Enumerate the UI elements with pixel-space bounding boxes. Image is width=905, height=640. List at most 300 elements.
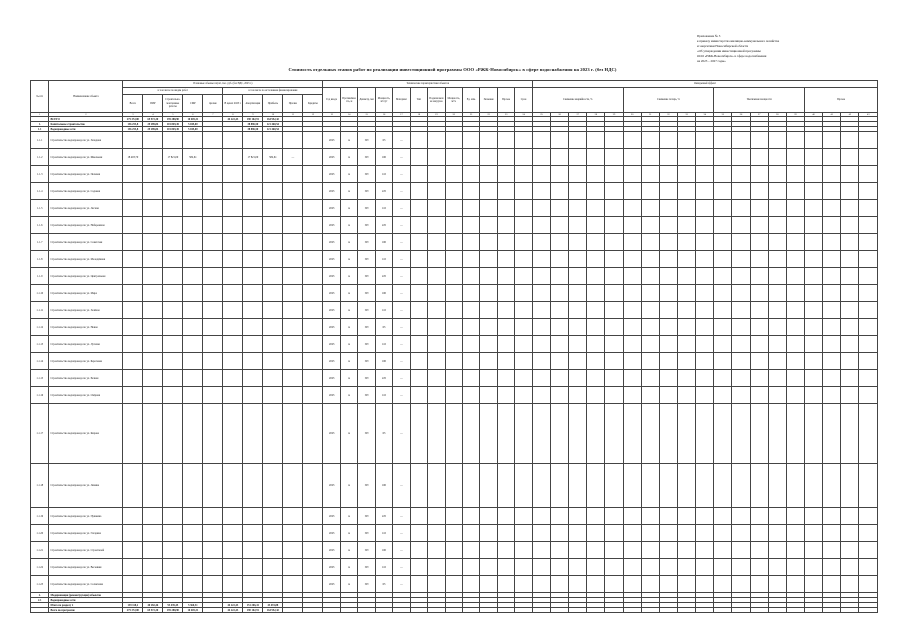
row-value <box>750 525 768 542</box>
row-value <box>445 200 462 217</box>
row-value <box>303 166 323 183</box>
header-cost-col: СМР <box>183 95 203 113</box>
row-value <box>515 319 533 336</box>
row-value <box>123 464 143 508</box>
row-value <box>605 234 623 251</box>
row-value <box>750 370 768 387</box>
row-value <box>263 508 283 525</box>
row-value <box>859 149 878 166</box>
row-value: ПЭ <box>358 525 375 542</box>
row-value <box>515 525 533 542</box>
row-value <box>678 370 696 387</box>
row-value <box>303 542 323 559</box>
row-value: м <box>340 268 357 285</box>
row-value: ПЭ <box>358 302 375 319</box>
row-value <box>768 525 786 542</box>
row-value <box>732 132 750 149</box>
row-value <box>428 285 445 302</box>
row-value <box>587 404 605 464</box>
row-value <box>823 217 841 234</box>
row-value <box>714 217 732 234</box>
row-value <box>445 464 462 508</box>
row-value <box>445 183 462 200</box>
row-value <box>480 200 497 217</box>
row-value: м <box>340 285 357 302</box>
row-value <box>183 319 203 336</box>
row-value <box>410 464 427 508</box>
row-value <box>163 217 183 234</box>
row-value <box>786 268 804 285</box>
row-value <box>283 464 303 508</box>
table-row <box>31 525 878 542</box>
row-value <box>551 285 569 302</box>
row-value <box>841 183 859 200</box>
row-number: 1.1.18 <box>31 464 49 508</box>
row-value: 110 <box>375 251 392 268</box>
row-value <box>203 200 223 217</box>
row-value <box>587 319 605 336</box>
row-value <box>223 166 243 183</box>
row-value <box>163 404 183 464</box>
table-row <box>31 508 878 525</box>
row-value: 43 491,88 <box>263 603 283 608</box>
row-name: ВСЕГО <box>49 117 123 122</box>
header-tech-col: Прочее <box>497 88 514 113</box>
row-value <box>804 285 822 302</box>
row-value <box>515 217 533 234</box>
row-value <box>183 353 203 370</box>
row-value: 69 572,30 <box>143 117 163 122</box>
row-value: 101 849,45 <box>163 127 183 132</box>
header-tech-col: Год ввода <box>323 88 340 113</box>
row-value <box>497 542 514 559</box>
row-value <box>587 132 605 149</box>
column-number: 29 <box>605 113 623 117</box>
row-value <box>263 302 283 319</box>
row-value <box>243 387 263 404</box>
row-value <box>859 559 878 576</box>
row-value <box>678 166 696 183</box>
row-value <box>641 251 659 268</box>
row-value <box>497 183 514 200</box>
row-value <box>303 268 323 285</box>
table-row <box>31 251 878 268</box>
header-cost-col: Кредиты <box>303 95 323 113</box>
row-value <box>497 234 514 251</box>
row-value <box>587 353 605 370</box>
row-value <box>732 608 750 613</box>
row-value <box>732 387 750 404</box>
row-value <box>823 559 841 576</box>
row-value <box>641 336 659 353</box>
row-value <box>462 525 479 542</box>
appendix-line: Приложение № 3 <box>697 34 721 38</box>
row-value <box>445 404 462 464</box>
row-value <box>750 234 768 251</box>
row-value <box>515 464 533 508</box>
row-value <box>515 251 533 268</box>
row-value <box>786 525 804 542</box>
row-value <box>497 525 514 542</box>
row-value <box>462 464 479 508</box>
table-row <box>31 336 878 353</box>
row-value <box>183 268 203 285</box>
row-value <box>263 285 283 302</box>
header-cost-col: В ценах 2023 г. <box>223 95 243 113</box>
row-value <box>623 200 641 217</box>
row-value <box>462 217 479 234</box>
column-number: 34 <box>696 113 714 117</box>
row-value <box>641 319 659 336</box>
row-value <box>587 234 605 251</box>
row-value <box>551 353 569 370</box>
row-value <box>750 336 768 353</box>
row-value <box>659 132 677 149</box>
row-value <box>123 542 143 559</box>
row-value <box>532 464 550 508</box>
row-value <box>732 183 750 200</box>
row-value <box>587 302 605 319</box>
row-value <box>551 268 569 285</box>
row-value <box>532 319 550 336</box>
row-value <box>605 387 623 404</box>
row-value <box>678 353 696 370</box>
row-value <box>143 387 163 404</box>
header-tech-col: Значение <box>480 88 497 113</box>
row-value <box>768 200 786 217</box>
row-value <box>283 508 303 525</box>
table-row <box>31 234 878 251</box>
row-value: 582,61 <box>183 149 203 166</box>
row-value <box>515 285 533 302</box>
row-value <box>303 576 323 593</box>
row-value <box>804 319 822 336</box>
header-tech-col: Тип <box>410 88 427 113</box>
row-value: ПЭ <box>358 464 375 508</box>
row-value: 2023 <box>323 370 340 387</box>
row-value <box>696 149 714 166</box>
row-value: 63 <box>375 404 392 464</box>
row-value <box>283 387 303 404</box>
row-value <box>410 542 427 559</box>
row-value: 110 <box>375 302 392 319</box>
row-value <box>750 559 768 576</box>
row-value <box>445 149 462 166</box>
row-value <box>641 149 659 166</box>
row-value <box>623 268 641 285</box>
row-value <box>410 319 427 336</box>
row-value: ПЭ <box>358 336 375 353</box>
row-name: Строительство водопровода по ул. Лесная <box>49 200 123 217</box>
row-name: Капитальное строительство <box>49 122 123 127</box>
header-effect-col: Снижение потерь, % <box>623 88 714 113</box>
row-value <box>551 464 569 508</box>
row-value <box>497 508 514 525</box>
row-value <box>623 353 641 370</box>
row-value <box>587 542 605 559</box>
row-value <box>659 464 677 508</box>
appendix-line: к приказу министерства жилищно-коммунального хозяйства <box>697 39 780 43</box>
row-value <box>841 132 859 149</box>
row-value <box>714 542 732 559</box>
row-value <box>143 336 163 353</box>
row-value <box>532 251 550 268</box>
row-value: 110 <box>375 387 392 404</box>
row-value <box>587 464 605 508</box>
row-value <box>732 251 750 268</box>
column-number: 13 <box>323 113 340 117</box>
row-value <box>163 319 183 336</box>
row-value: 225 <box>375 217 392 234</box>
row-value <box>641 166 659 183</box>
row-value <box>515 183 533 200</box>
row-value <box>263 234 283 251</box>
row-value <box>183 464 203 508</box>
row-value <box>243 268 263 285</box>
column-number: 30 <box>623 113 641 117</box>
row-value <box>804 542 822 559</box>
row-value <box>569 268 587 285</box>
row-value <box>804 217 822 234</box>
row-value <box>410 559 427 576</box>
row-value <box>623 525 641 542</box>
row-value <box>462 576 479 593</box>
row-value <box>623 387 641 404</box>
row-value <box>804 149 822 166</box>
row-value: 275 372,00 <box>123 608 143 613</box>
row-value <box>623 559 641 576</box>
row-value <box>263 132 283 149</box>
row-value: ПЭ <box>358 183 375 200</box>
row-value <box>569 251 587 268</box>
row-value <box>678 464 696 508</box>
row-value <box>428 404 445 464</box>
row-value <box>569 183 587 200</box>
row-value <box>841 234 859 251</box>
row-value <box>428 387 445 404</box>
row-value <box>551 200 569 217</box>
table-row <box>31 217 878 234</box>
row-value: 160 <box>375 353 392 370</box>
row-value <box>243 200 263 217</box>
row-value <box>605 149 623 166</box>
row-value <box>243 166 263 183</box>
row-value: м <box>340 166 357 183</box>
row-value <box>445 166 462 183</box>
row-value <box>732 542 750 559</box>
row-value <box>786 302 804 319</box>
row-value <box>462 370 479 387</box>
row-value <box>804 387 822 404</box>
row-value <box>515 387 533 404</box>
row-value <box>480 542 497 559</box>
row-value: м <box>340 525 357 542</box>
row-value <box>243 336 263 353</box>
row-value: м <box>340 404 357 464</box>
row-value <box>569 234 587 251</box>
row-value: 2023 <box>323 149 340 166</box>
row-value <box>480 336 497 353</box>
row-name: Строительство водопровода по ул. Кирова <box>49 404 123 464</box>
row-number: 1.1.19 <box>31 508 49 525</box>
row-value <box>605 525 623 542</box>
row-value <box>696 353 714 370</box>
column-number: 24 <box>515 113 533 117</box>
row-value <box>804 132 822 149</box>
row-value <box>410 508 427 525</box>
row-name: Строительство водопровода по ул. Молодёжная <box>49 251 123 268</box>
row-value <box>768 149 786 166</box>
row-value: м <box>340 387 357 404</box>
row-value: 2023 <box>323 234 340 251</box>
row-value <box>714 525 732 542</box>
row-value <box>243 525 263 542</box>
row-value <box>428 132 445 149</box>
row-value <box>532 302 550 319</box>
row-value: — <box>393 404 410 464</box>
row-value <box>532 132 550 149</box>
row-value: — <box>393 302 410 319</box>
row-value <box>223 353 243 370</box>
table-row <box>31 132 878 149</box>
row-value <box>551 576 569 593</box>
header-cost-col: Прочие <box>283 95 303 113</box>
row-value <box>641 183 659 200</box>
row-value <box>303 336 323 353</box>
row-value <box>569 404 587 464</box>
row-value: 29 289,84 <box>143 122 163 127</box>
row-value <box>445 132 462 149</box>
row-value <box>515 166 533 183</box>
appendix-line: и энергетики Новосибирской области <box>697 44 749 48</box>
row-value <box>768 336 786 353</box>
row-value <box>551 132 569 149</box>
row-value <box>659 319 677 336</box>
row-value: 93 439,45 <box>163 603 183 608</box>
row-value: 17 821,09 <box>243 149 263 166</box>
row-value <box>243 183 263 200</box>
row-value <box>696 608 714 613</box>
row-value <box>714 234 732 251</box>
row-value <box>243 302 263 319</box>
row-value <box>823 576 841 593</box>
row-value <box>659 576 677 593</box>
row-value <box>143 464 163 508</box>
row-value: — <box>393 559 410 576</box>
row-value <box>841 608 859 613</box>
row-value <box>750 464 768 508</box>
row-value <box>823 508 841 525</box>
appendix-line: ООО «РЖК-Новосибирск» в сфере водоснабжения <box>697 54 767 58</box>
row-value <box>183 542 203 559</box>
header-tech-col: Ед. изм. <box>462 88 479 113</box>
row-value <box>659 370 677 387</box>
row-value <box>462 387 479 404</box>
row-value <box>283 542 303 559</box>
row-value <box>768 251 786 268</box>
header-tech-col: Протяжённость, м <box>340 88 357 113</box>
row-value <box>303 404 323 464</box>
row-value <box>804 370 822 387</box>
row-value <box>804 525 822 542</box>
row-value <box>641 353 659 370</box>
investment-table <box>30 80 878 613</box>
row-value <box>605 559 623 576</box>
row-value <box>786 608 804 613</box>
row-value <box>587 508 605 525</box>
row-value <box>587 608 605 613</box>
row-value <box>841 217 859 234</box>
row-value <box>283 217 303 234</box>
row-value <box>410 525 427 542</box>
row-value <box>303 525 323 542</box>
column-number: 35 <box>714 113 732 117</box>
row-value <box>462 183 479 200</box>
row-value <box>750 183 768 200</box>
row-value <box>750 251 768 268</box>
row-value <box>768 319 786 336</box>
column-number: 26 <box>551 113 569 117</box>
row-value <box>340 608 357 613</box>
column-number: 8 <box>223 113 243 117</box>
row-name: Строительство водопровода по ул. Центральная <box>49 268 123 285</box>
row-value <box>641 217 659 234</box>
row-value: 225 <box>375 268 392 285</box>
header-effect-col: Увеличение мощности <box>714 88 805 113</box>
row-value <box>623 464 641 508</box>
row-value <box>183 370 203 387</box>
row-value <box>732 200 750 217</box>
row-value <box>123 525 143 542</box>
row-value <box>263 319 283 336</box>
row-value <box>696 183 714 200</box>
row-value <box>183 302 203 319</box>
row-value <box>659 387 677 404</box>
row-value <box>163 576 183 593</box>
table-row <box>31 387 878 404</box>
row-value: 2023 <box>323 404 340 464</box>
column-number: 20 <box>445 113 462 117</box>
row-value <box>203 542 223 559</box>
row-value <box>768 508 786 525</box>
row-value <box>283 319 303 336</box>
row-value <box>605 268 623 285</box>
row-value <box>768 608 786 613</box>
row-number: 1.1.7 <box>31 234 49 251</box>
row-value <box>587 268 605 285</box>
row-value: — <box>393 251 410 268</box>
row-value <box>804 200 822 217</box>
row-value <box>786 285 804 302</box>
row-value <box>750 302 768 319</box>
row-value <box>532 404 550 464</box>
row-value <box>587 200 605 217</box>
row-value <box>678 183 696 200</box>
row-value <box>732 302 750 319</box>
row-value <box>659 404 677 464</box>
row-value <box>859 576 878 593</box>
row-name: Строительство водопровода по ул. Береговая <box>49 353 123 370</box>
row-value <box>823 336 841 353</box>
row-value <box>696 285 714 302</box>
row-value: ПЭ <box>358 234 375 251</box>
row-value: м <box>340 576 357 593</box>
row-value <box>462 200 479 217</box>
row-value <box>732 149 750 166</box>
header-tech-col: Срок <box>515 88 533 113</box>
row-value <box>768 542 786 559</box>
row-value: — <box>393 525 410 542</box>
